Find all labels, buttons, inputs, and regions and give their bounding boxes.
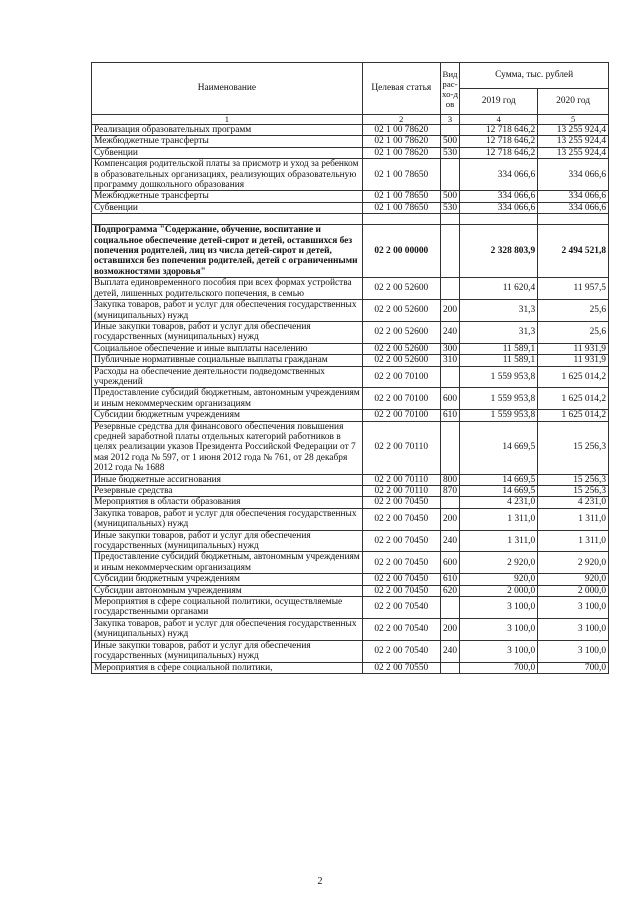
row-name: Закупка товаров, работ и услуг для обеспечения государственных (муниципальных) нужд [92, 300, 363, 322]
row-sum-2020: 920,0 [538, 574, 609, 585]
table-header [92, 63, 609, 125]
row-sum-2020: 25,6 [538, 300, 609, 322]
row-expense-kind: 240 [440, 321, 459, 343]
row-expense-kind [440, 597, 459, 619]
row-sum-2019: 4 231,0 [460, 497, 538, 508]
row-name: Подпрограмма "Содержание, обучение, воспитание и социальное обеспечение детей-сирот и детей, оставшихся без попечения родителей, лиц из числа детей-сирот и детей, оставшихся без попечения родителей, детей с ограниченными возможностями здоровья" [92, 225, 363, 278]
page-number: 2 [317, 876, 323, 887]
row-name: Мероприятия в области образования [92, 497, 363, 508]
row-expense-kind [440, 225, 459, 278]
table-row [92, 300, 609, 322]
row-name: Иные закупки товаров, работ и услуг для обеспечения государственных (муниципальных) нужд [92, 530, 363, 552]
row-sum-2019: 334 066,6 [460, 159, 538, 191]
table-row [92, 147, 609, 158]
row-target-code: 02 2 00 70450 [362, 497, 440, 508]
row-sum-2019: 14 669,5 [460, 474, 538, 485]
row-target-code: 02 2 00 70540 [362, 618, 440, 640]
row-target-code: 02 2 00 70450 [362, 585, 440, 596]
row-sum-2020: 3 100,0 [538, 640, 609, 662]
row-target-code: 02 2 00 70450 [362, 574, 440, 585]
budget-table [91, 62, 609, 674]
row-name: Субвенции [92, 202, 363, 213]
row-sum-2019: 12 718 646,2 [460, 125, 538, 136]
row-target-code: 02 2 00 70100 [362, 366, 440, 388]
table-row [92, 202, 609, 213]
row-expense-kind: 800 [440, 474, 459, 485]
table-row [92, 388, 609, 410]
row-sum-2019: 1 559 953,8 [460, 410, 538, 421]
column-index: 3 [440, 115, 459, 125]
table-row [92, 410, 609, 421]
row-name: Межбюджетные трансферты [92, 136, 363, 147]
row-expense-kind [440, 214, 459, 225]
table-row [92, 421, 609, 474]
row-name: Компенсация родительской платы за присмотр и уход за ребенком в образовательных организациях, реализующих образовательную программу дошкольного образования [92, 159, 363, 191]
row-sum-2020: 1 311,0 [538, 530, 609, 552]
table-row [92, 640, 609, 662]
header-sum: Сумма, тыс. рублей [460, 63, 609, 89]
row-target-code [362, 214, 440, 225]
row-name: Субсидии автономным учреждениям [92, 585, 363, 596]
row-sum-2020: 1 311,0 [538, 508, 609, 530]
row-sum-2019: 1 311,0 [460, 508, 538, 530]
row-sum-2020 [538, 214, 609, 225]
row-expense-kind [440, 159, 459, 191]
row-sum-2019: 1 311,0 [460, 530, 538, 552]
header-name: Наименование [92, 63, 363, 115]
row-sum-2019: 334 066,6 [460, 191, 538, 202]
row-expense-kind [440, 662, 459, 673]
row-target-code: 02 2 00 00000 [362, 225, 440, 278]
header-kind: Вид рас-хо-дов [440, 63, 459, 115]
table-row [92, 136, 609, 147]
row-expense-kind: 600 [440, 552, 459, 574]
row-sum-2019: 12 718 646,2 [460, 147, 538, 158]
row-sum-2019: 3 100,0 [460, 597, 538, 619]
row-sum-2019: 11 589,1 [460, 355, 538, 366]
row-target-code: 02 1 00 78650 [362, 202, 440, 213]
row-expense-kind: 600 [440, 388, 459, 410]
row-name: Реализация образовательных программ [92, 125, 363, 136]
table-row [92, 597, 609, 619]
row-expense-kind: 530 [440, 202, 459, 213]
row-sum-2020: 11 957,5 [538, 278, 609, 300]
row-sum-2020: 2 000,0 [538, 585, 609, 596]
row-name: Мероприятия в сфере социальной политики, [92, 662, 363, 673]
row-sum-2019 [460, 214, 538, 225]
table-row [92, 530, 609, 552]
row-name [92, 214, 363, 225]
row-sum-2019: 2 000,0 [460, 585, 538, 596]
table-row [92, 159, 609, 191]
table-row [92, 355, 609, 366]
row-sum-2020: 2 920,0 [538, 552, 609, 574]
row-sum-2019: 31,3 [460, 321, 538, 343]
row-sum-2020: 4 231,0 [538, 497, 609, 508]
row-sum-2019: 2 328 803,9 [460, 225, 538, 278]
row-name: Закупка товаров, работ и услуг для обеспечения государственных (муниципальных) нужд [92, 508, 363, 530]
row-target-code: 02 2 00 70110 [362, 486, 440, 497]
row-expense-kind: 500 [440, 136, 459, 147]
row-sum-2019: 1 559 953,8 [460, 366, 538, 388]
table-row [92, 214, 609, 225]
table-row [92, 497, 609, 508]
row-name: Резервные средства для финансового обеспечения повышения средней заработной платы отдельных категорий работников в целях реализации указов Президента Российской Федерации от 7 мая 2012 года № 597, от 1 июня 2012 года № 761, от 28 декабря 2012 года № 1688 [92, 421, 363, 474]
row-name: Расходы на обеспечение деятельности подведомственных учреждений [92, 366, 363, 388]
row-name: Предоставление субсидий бюджетным, автономным учреждениям и иным некоммерческим организациям [92, 552, 363, 574]
table-row [92, 343, 609, 354]
row-sum-2020: 13 255 924,4 [538, 125, 609, 136]
row-expense-kind [440, 125, 459, 136]
row-target-code: 02 2 00 70100 [362, 388, 440, 410]
row-target-code: 02 1 00 78620 [362, 136, 440, 147]
table-row [92, 474, 609, 485]
row-sum-2019: 334 066,6 [460, 202, 538, 213]
row-name: Предоставление субсидий бюджетным, автономным учреждениям и иным некоммерческим организациям [92, 388, 363, 410]
row-expense-kind: 200 [440, 300, 459, 322]
row-sum-2020: 334 066,6 [538, 191, 609, 202]
table-row [92, 552, 609, 574]
row-name: Иные бюджетные ассигнования [92, 474, 363, 485]
row-target-code: 02 2 00 70550 [362, 662, 440, 673]
row-expense-kind: 200 [440, 508, 459, 530]
row-sum-2020: 334 066,6 [538, 202, 609, 213]
row-sum-2020: 1 625 014,2 [538, 366, 609, 388]
row-expense-kind: 240 [440, 530, 459, 552]
row-target-code: 02 2 00 70110 [362, 474, 440, 485]
row-sum-2020: 1 625 014,2 [538, 410, 609, 421]
row-name: Мероприятия в сфере социальной политики, осуществляемые государственными органами [92, 597, 363, 619]
row-name: Иные закупки товаров, работ и услуг для обеспечения государственных (муниципальных) нужд [92, 321, 363, 343]
row-sum-2019: 3 100,0 [460, 618, 538, 640]
table-row [92, 366, 609, 388]
row-target-code: 02 2 00 70450 [362, 530, 440, 552]
table-row [92, 225, 609, 278]
row-expense-kind [440, 366, 459, 388]
row-expense-kind: 500 [440, 191, 459, 202]
table-row [92, 321, 609, 343]
table-row [92, 278, 609, 300]
row-target-code: 02 2 00 70540 [362, 640, 440, 662]
row-sum-2020: 3 100,0 [538, 597, 609, 619]
row-sum-2020: 15 256,3 [538, 474, 609, 485]
row-sum-2019: 11 620,4 [460, 278, 538, 300]
table-row [92, 191, 609, 202]
row-sum-2019: 14 669,5 [460, 486, 538, 497]
row-expense-kind: 300 [440, 343, 459, 354]
row-sum-2020: 700,0 [538, 662, 609, 673]
row-target-code: 02 1 00 78650 [362, 191, 440, 202]
row-sum-2020: 15 256,3 [538, 486, 609, 497]
row-expense-kind [440, 278, 459, 300]
row-target-code: 02 2 00 70540 [362, 597, 440, 619]
row-sum-2019: 3 100,0 [460, 640, 538, 662]
row-name: Субвенции [92, 147, 363, 158]
table-row [92, 585, 609, 596]
table-row [92, 662, 609, 673]
row-sum-2020: 1 625 014,2 [538, 388, 609, 410]
table-row [92, 574, 609, 585]
row-name: Субсидии бюджетным учреждениям [92, 574, 363, 585]
row-name: Закупка товаров, работ и услуг для обеспечения государственных (муниципальных) нужд [92, 618, 363, 640]
row-name: Резервные средства [92, 486, 363, 497]
row-sum-2020: 2 494 521,8 [538, 225, 609, 278]
row-sum-2019: 700,0 [460, 662, 538, 673]
row-expense-kind: 610 [440, 574, 459, 585]
row-expense-kind: 610 [440, 410, 459, 421]
row-target-code: 02 1 00 78650 [362, 159, 440, 191]
row-target-code: 02 2 00 70450 [362, 508, 440, 530]
row-target-code: 02 2 00 52600 [362, 343, 440, 354]
table-body [92, 125, 609, 674]
row-sum-2020: 3 100,0 [538, 618, 609, 640]
row-target-code: 02 2 00 70100 [362, 410, 440, 421]
row-sum-2019: 1 559 953,8 [460, 388, 538, 410]
row-expense-kind: 620 [440, 585, 459, 596]
row-name: Субсидии бюджетным учреждениям [92, 410, 363, 421]
row-target-code: 02 2 00 52600 [362, 321, 440, 343]
table-row [92, 486, 609, 497]
row-sum-2020: 11 931,9 [538, 355, 609, 366]
row-name: Социальное обеспечение и иные выплаты населению [92, 343, 363, 354]
row-target-code: 02 2 00 70450 [362, 552, 440, 574]
column-index: 5 [538, 115, 609, 125]
row-expense-kind: 530 [440, 147, 459, 158]
header-target: Целевая статья [362, 63, 440, 115]
row-target-code: 02 2 00 70110 [362, 421, 440, 474]
row-target-code: 02 2 00 52600 [362, 278, 440, 300]
row-expense-kind: 870 [440, 486, 459, 497]
row-expense-kind: 310 [440, 355, 459, 366]
row-sum-2019: 12 718 646,2 [460, 136, 538, 147]
row-sum-2020: 11 931,9 [538, 343, 609, 354]
table-row [92, 618, 609, 640]
row-target-code: 02 1 00 78620 [362, 147, 440, 158]
row-name: Межбюджетные трансферты [92, 191, 363, 202]
row-expense-kind [440, 421, 459, 474]
row-target-code: 02 2 00 52600 [362, 355, 440, 366]
row-name: Выплата единовременного пособия при всех формах устройства детей, лишенных родительского попечения, в семью [92, 278, 363, 300]
table-row [92, 125, 609, 136]
row-sum-2019: 2 920,0 [460, 552, 538, 574]
table-row [92, 508, 609, 530]
row-sum-2019: 31,3 [460, 300, 538, 322]
row-sum-2019: 14 669,5 [460, 421, 538, 474]
column-index: 2 [362, 115, 440, 125]
column-index-row [92, 115, 609, 125]
row-expense-kind: 200 [440, 618, 459, 640]
row-sum-2020: 334 066,6 [538, 159, 609, 191]
row-expense-kind: 240 [440, 640, 459, 662]
row-name: Публичные нормативные социальные выплаты гражданам [92, 355, 363, 366]
column-index: 4 [460, 115, 538, 125]
row-name: Иные закупки товаров, работ и услуг для обеспечения государственных (муниципальных) нужд [92, 640, 363, 662]
row-sum-2020: 13 255 924,4 [538, 136, 609, 147]
column-index: 1 [92, 115, 363, 125]
row-sum-2020: 15 256,3 [538, 421, 609, 474]
row-expense-kind [440, 497, 459, 508]
header-year-2020: 2020 год [538, 89, 609, 115]
header-year-2019: 2019 год [460, 89, 538, 115]
row-target-code: 02 2 00 52600 [362, 300, 440, 322]
row-sum-2019: 920,0 [460, 574, 538, 585]
row-sum-2020: 13 255 924,4 [538, 147, 609, 158]
row-sum-2020: 25,6 [538, 321, 609, 343]
row-target-code: 02 1 00 78620 [362, 125, 440, 136]
row-sum-2019: 11 589,1 [460, 343, 538, 354]
